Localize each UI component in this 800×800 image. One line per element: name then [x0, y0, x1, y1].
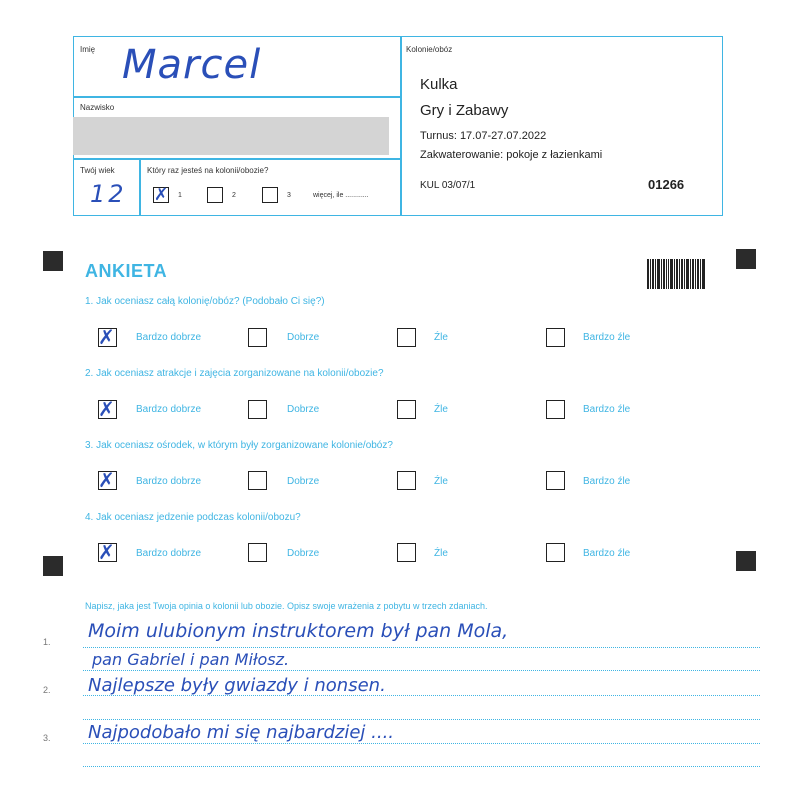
- camp-code: KUL 03/07/1: [420, 180, 476, 191]
- accommodation: Zakwaterowanie: pokoje z łazienkami: [420, 149, 603, 161]
- barcode: [647, 259, 705, 289]
- line-number-2: 2.: [43, 685, 51, 695]
- times-option-1: 1: [178, 192, 182, 199]
- last-name-redaction: [73, 117, 389, 155]
- q3-label-zle: Źle: [434, 476, 448, 487]
- q4-label-zle: Źle: [434, 548, 448, 559]
- registration-marker-bottom-right: [736, 551, 756, 571]
- survey-title: ANKIETA: [85, 261, 168, 281]
- times-checkbox-2[interactable]: [207, 187, 223, 203]
- camp-name-2: Gry i Zabawy: [420, 102, 509, 119]
- q4-checkbox-bardzo-zle[interactable]: [546, 543, 565, 562]
- times-option-2: 2: [232, 192, 236, 199]
- q2-checkbox-bardzo-zle[interactable]: [546, 400, 565, 419]
- q3-checkbox-bardzo-zle[interactable]: [546, 471, 565, 490]
- q4-checkbox-zle[interactable]: [397, 543, 416, 562]
- registration-marker-top-right: [736, 249, 756, 269]
- q4-label-bardzo-dobrze: Bardzo dobrze: [136, 548, 202, 559]
- divider: [400, 37, 402, 215]
- last-name-label: Nazwisko: [80, 103, 115, 112]
- form-number: 01266: [648, 177, 685, 192]
- first-name-value[interactable]: Marcel: [122, 42, 262, 88]
- divider: [74, 158, 400, 160]
- times-check-mark: ✗: [154, 185, 169, 205]
- times-checkbox-3[interactable]: [262, 187, 278, 203]
- q1-checkbox-dobrze[interactable]: [248, 328, 267, 347]
- q1-checkbox-zle[interactable]: [397, 328, 416, 347]
- camp-label: Kolonie/obóz: [406, 45, 453, 54]
- q1-label-dobrze: Dobrze: [287, 332, 320, 343]
- line-number-3: 3.: [43, 733, 51, 743]
- q1-checkbox-bardzo-zle[interactable]: [546, 328, 565, 347]
- q4-label-bardzo-zle: Bardzo źle: [583, 548, 631, 559]
- q4-checkbox-dobrze[interactable]: [248, 543, 267, 562]
- q1-label-zle: Źle: [434, 332, 448, 343]
- question-2-text: 2. Jak oceniasz atrakcje i zajęcia zorganizowane na kolonii/obozie?: [85, 368, 384, 379]
- question-1-text: 1. Jak oceniasz całą kolonię/obóz? (Podobało Ci się?): [85, 296, 325, 307]
- answer-line-3[interactable]: Najlepsze były gwiazdy i nonsen.: [88, 675, 386, 696]
- q1-label-bardzo-dobrze: Bardzo dobrze: [136, 332, 202, 343]
- turnus: Turnus: 17.07-27.07.2022: [420, 130, 547, 142]
- q2-checkbox-dobrze[interactable]: [248, 400, 267, 419]
- divider: [139, 158, 141, 215]
- registration-marker-bottom-left: [43, 556, 63, 576]
- divider: [74, 96, 400, 98]
- answer-line: [83, 743, 760, 744]
- q3-check-mark: ✗: [98, 468, 115, 492]
- q2-label-bardzo-zle: Bardzo źle: [583, 404, 631, 415]
- question-3-text: 3. Jak oceniasz ośrodek, w którym były zorganizowane kolonie/obóz?: [85, 440, 393, 451]
- answer-line: [83, 719, 760, 720]
- question-4-text: 4. Jak oceniasz jedzenie podczas kolonii/obozu?: [85, 512, 301, 523]
- age-label: Twój wiek: [80, 166, 115, 175]
- answer-line: [83, 647, 760, 648]
- q3-label-dobrze: Dobrze: [287, 476, 320, 487]
- q2-label-zle: Źle: [434, 404, 448, 415]
- q4-label-dobrze: Dobrze: [287, 548, 320, 559]
- opinion-prompt: Napisz, jaka jest Twoja opinia o kolonii lub obozie. Opisz swoje wrażenia z pobytu w trzech zdaniach.: [85, 601, 488, 611]
- answer-line-2[interactable]: pan Gabriel i pan Miłosz.: [92, 650, 290, 669]
- times-more-label: więcej, ile ............: [313, 192, 369, 199]
- q1-check-mark: ✗: [98, 325, 115, 349]
- answer-line: [83, 670, 760, 671]
- line-number-1: 1.: [43, 637, 51, 647]
- q4-check-mark: ✗: [98, 540, 115, 564]
- q3-label-bardzo-zle: Bardzo źle: [583, 476, 631, 487]
- q2-checkbox-zle[interactable]: [397, 400, 416, 419]
- times-label: Który raz jesteś na kolonii/obozie?: [147, 166, 269, 175]
- camp-name-1: Kulka: [420, 76, 458, 93]
- q3-checkbox-zle[interactable]: [397, 471, 416, 490]
- q3-checkbox-dobrze[interactable]: [248, 471, 267, 490]
- times-option-3: 3: [287, 192, 291, 199]
- answer-line-1[interactable]: Moim ulubionym instruktorem był pan Mola,: [88, 620, 509, 642]
- q2-label-bardzo-dobrze: Bardzo dobrze: [136, 404, 202, 415]
- answer-line-4[interactable]: Najpodobało mi się najbardziej ....: [88, 722, 395, 743]
- q3-label-bardzo-dobrze: Bardzo dobrze: [136, 476, 202, 487]
- q2-check-mark: ✗: [98, 397, 115, 421]
- age-value[interactable]: 12: [90, 180, 127, 208]
- q2-label-dobrze: Dobrze: [287, 404, 320, 415]
- first-name-label: Imię: [80, 45, 96, 54]
- registration-marker-top-left: [43, 251, 63, 271]
- q1-label-bardzo-zle: Bardzo źle: [583, 332, 631, 343]
- answer-line: [83, 766, 760, 767]
